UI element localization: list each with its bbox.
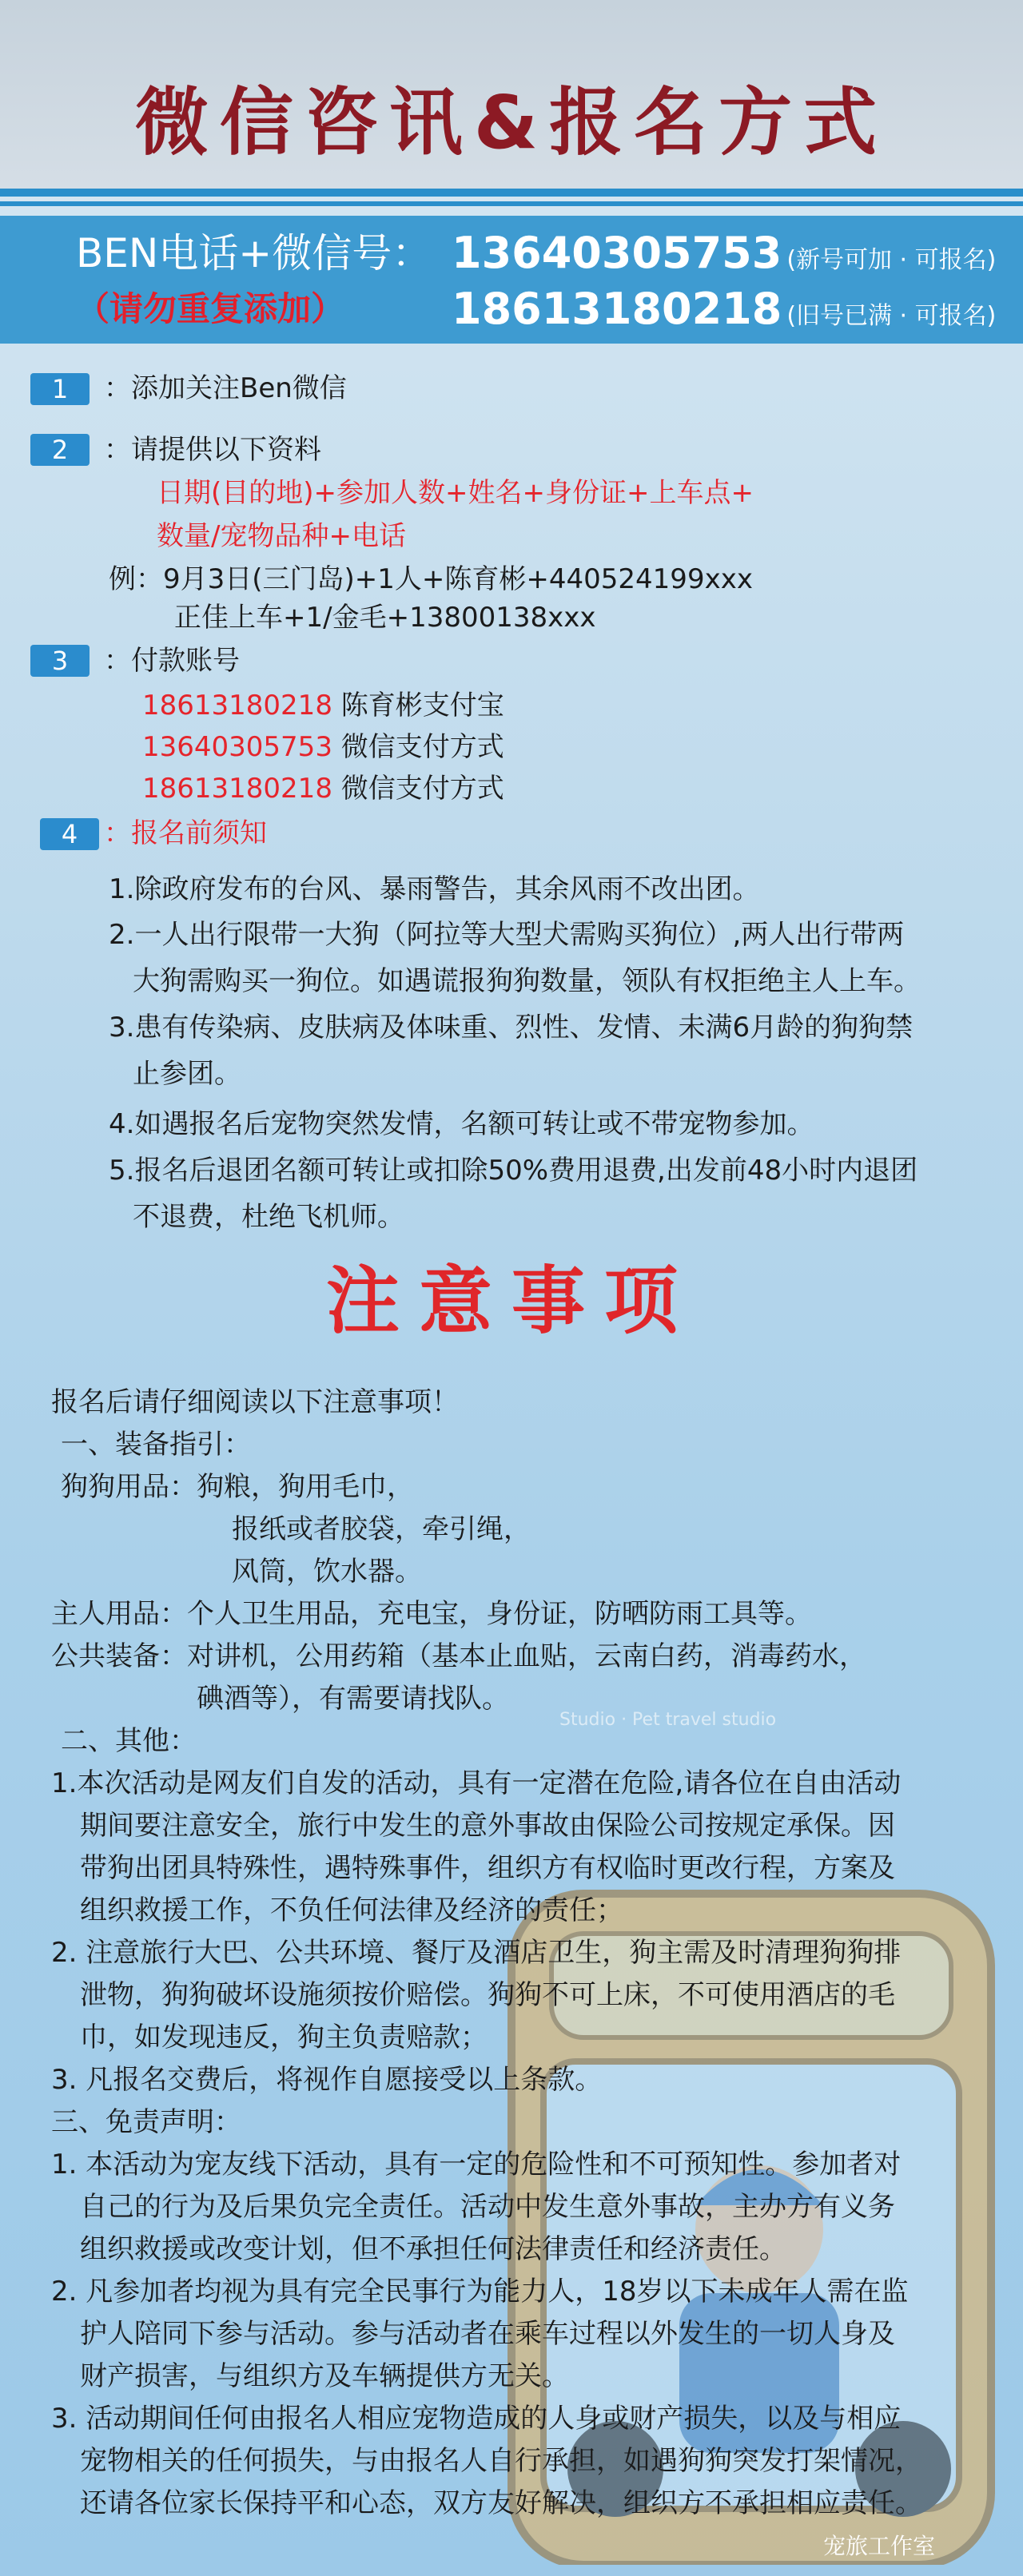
notice-line: 报纸或者胶袋，牵引绳， [232, 1513, 531, 1545]
notice-line: 3. 凡报名交费后，将视作自愿接受以上条款。 [51, 2064, 603, 2096]
notice-line: 风筒，饮水器。 [232, 1556, 422, 1588]
step-4-colon: ： [104, 817, 131, 849]
notice-line: 巾，如发现违反，狗主负责赔款； [80, 2021, 488, 2053]
contact-number-1 [452, 225, 996, 281]
step-2-required-2: 数量/宠物品种+电话 [157, 520, 406, 552]
rule-line: 3.患有传染病、皮肤病及体味重、烈性、发情、未满6月龄的狗狗禁 [109, 1012, 914, 1044]
contact-number-2 [452, 281, 996, 337]
step-2-example-2: 正佳上车+1/金毛+13800138xxx [174, 602, 596, 634]
notice-line: 1.本次活动是网友们自发的活动，具有一定潜在危险,请各位在自由活动 [51, 1767, 902, 1799]
step-4-text: 报名前须知 [131, 817, 267, 849]
account-row-3 [142, 770, 504, 807]
step-3-text: ：付款账号 [104, 645, 240, 677]
notice-line: 护人陪同下参与活动。参与活动者在乘车过程以外发生的一切人身及 [80, 2318, 895, 2350]
notice-section-heading: 一、装备指引： [61, 1429, 251, 1461]
step-badge-1: 1 [30, 373, 90, 405]
account-number: 13640305753 [142, 731, 332, 763]
rule-line: 止参团。 [133, 1058, 241, 1090]
notice-line: 自己的行为及后果负完全责任。活动中发生意外事故，主办方有义务 [80, 2191, 895, 2223]
notice-line: 主人用品：个人卫生用品，充电宝，身份证，防晒防雨工具等。 [51, 1598, 812, 1630]
account-desc: 微信支付方式 [332, 773, 504, 805]
notice-line: 组织救援或改变计划，但不承担任何法律责任和经济责任。 [80, 2233, 786, 2265]
rule-line: 2.一人出行限带一大狗（阿拉等大型犬需购买狗位）,两人出行带两 [109, 919, 905, 951]
rule-line: 1.除政府发布的台风、暴雨警告，其余风雨不改出团。 [109, 873, 760, 905]
account-desc: 陈育彬支付宝 [332, 690, 504, 722]
notice-line: 狗狗用品：狗粮，狗用毛巾， [61, 1471, 414, 1503]
notice-line: 带狗出团具特殊性，遇特殊事件，组织方有权临时更改行程，方案及 [80, 1852, 895, 1884]
notice-section-heading: 三、免责声明： [51, 2106, 241, 2138]
notice-line: 2. 凡参加者均视为具有完全民事行为能力人，18岁以下未成年人需在监 [51, 2276, 909, 2308]
contact-band [0, 216, 1023, 344]
account-row-2 [142, 729, 504, 765]
rule-line: 大狗需购买一狗位。如遇谎报狗狗数量，领队有权拒绝主人上车。 [133, 965, 921, 997]
step-badge-4: 4 [40, 818, 99, 850]
account-desc: 微信支付方式 [332, 731, 504, 763]
phone-number: 13640305753 [452, 228, 782, 278]
notice-title: 注意事项 [325, 1258, 697, 1344]
watermark: 宠旅工作室 [823, 2533, 936, 2559]
notice-section-heading: 二、其他： [61, 1725, 197, 1757]
phone-note: (旧号已满 · 可报名) [786, 302, 997, 330]
contact-warning: （请勿重复添加） [76, 289, 345, 328]
notice-line: 1. 本活动为宠友线下活动，具有一定的危险性和不可预知性。参加者对 [51, 2149, 902, 2180]
rule-line: 4.如遇报名后宠物突然发情，名额可转让或不带宠物参加。 [109, 1108, 814, 1140]
notice-line: 宠物相关的任何损失，与由报名人自行承担，如遇狗狗突发打架情况， [80, 2445, 922, 2477]
step-2-example-1: 例：9月3日(三门岛)+1人+陈育彬+440524199xxx [109, 563, 753, 595]
step-4-heading [104, 815, 267, 852]
notice-line: 财产损害，与组织方及车辆提供方无关。 [80, 2360, 569, 2392]
notice-line: 还请各位家长保持平和心态，双方友好解决，组织方不承担相应责任。 [80, 2487, 922, 2519]
step-2-required-1: 日期(目的地)+参加人数+姓名+身份证+上车点+ [157, 477, 754, 509]
rule-line: 5.报名后退团名额可转让或扣除50%费用退费,出发前48小时内退团 [109, 1155, 918, 1187]
step-badge-2: 2 [30, 434, 90, 466]
bus-sign: Studio · Pet travel studio [559, 1710, 777, 1730]
divider-top [0, 189, 1023, 197]
account-number: 18613180218 [142, 690, 332, 722]
step-badge-3: 3 [30, 645, 90, 677]
page-title: 微信咨讯&报名方式 [134, 80, 889, 165]
notice-line: 期间要注意安全，旅行中发生的意外事故由保险公司按规定承保。因 [80, 1810, 895, 1842]
contact-label: BEN电话+微信号： [76, 230, 432, 276]
phone-note: (新号可加 · 可报名) [786, 246, 997, 274]
notice-intro: 报名后请仔细阅读以下注意事项！ [51, 1386, 459, 1418]
step-1-text: ：添加关注Ben微信 [104, 372, 347, 404]
notice-line: 2. 注意旅行大巴、公共环境、餐厅及酒店卫生，狗主需及时清理狗狗排 [51, 1937, 902, 1969]
notice-line: 3. 活动期间任何由报名人相应宠物造成的人身或财产损失，以及与相应 [51, 2403, 902, 2435]
notice-line: 泄物，狗狗破坏设施须按价赔偿。狗狗不可上床，不可使用酒店的毛 [80, 1979, 895, 2011]
phone-number: 18613180218 [452, 284, 782, 334]
notice-line: 公共装备：对讲机，公用药箱（基本止血贴，云南白药，消毒药水， [51, 1640, 866, 1672]
notice-line: 碘酒等），有需要请找队。 [197, 1683, 509, 1715]
account-row-1 [142, 687, 504, 724]
step-2-text: ：请提供以下资料 [104, 434, 321, 466]
account-number: 18613180218 [142, 773, 332, 805]
rule-line: 不退费，杜绝飞机师。 [133, 1201, 404, 1233]
notice-line: 组织救援工作，不负任何法律及经济的责任； [80, 1894, 623, 1926]
divider-top-2 [0, 201, 1023, 206]
